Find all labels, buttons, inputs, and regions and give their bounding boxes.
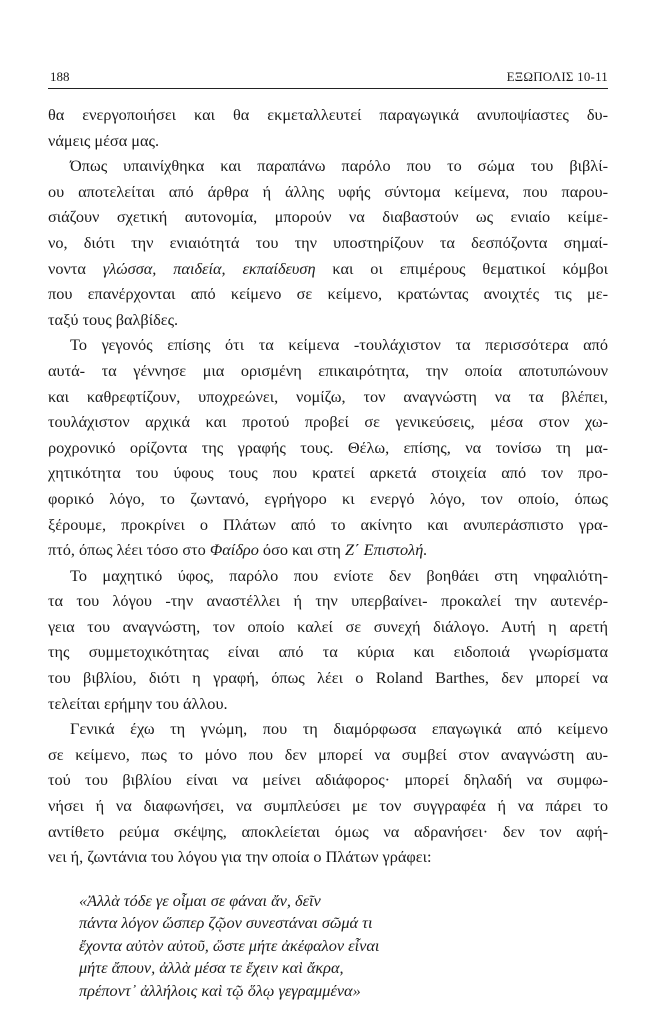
text-line: γεια του αναγνώστη, τον οποίο καλεί σε συνεχή διάλογο. Αυτή η αρετή xyxy=(48,616,608,636)
text-line: Το γεγονός επίσης ότι τα κείμενα -τουλάχιστον τα περισσότερα από xyxy=(70,335,608,355)
paragraph xyxy=(48,332,608,562)
text-line: φορικό λόγο, το ζωντανό, εγρήγορο κι ενεργό λόγο, τον οποίο, όπως xyxy=(48,488,608,508)
page-number: 188 xyxy=(50,69,70,84)
paragraph xyxy=(48,563,608,717)
text-line: ου αποτελείται από άρθρα ή άλλης υφής σύντομα κείμενα, που παρου- xyxy=(48,181,608,201)
italic-term: γλώσσα, παιδεία, εκπαίδευση xyxy=(102,258,316,278)
text-line: Γενικά έχω τη γνώμη, που τη διαμόρφωσα επαγωγικά από κείμενο xyxy=(70,719,608,739)
text-line: Το μαχητικό ύφος, παρόλο που ενίοτε δεν βοηθάει στη νηφαλιότη- xyxy=(70,565,608,585)
italic-term: Φαίδρο xyxy=(209,540,259,560)
book-page xyxy=(48,66,608,1002)
text-line: χητικότητα του ύφους τους που κρατεί αρκετά στοιχεία από τον προ- xyxy=(48,463,608,483)
text-line: που επανέρχονται από κείμενο σε κείμενο, κρατώντας ανοιχτές τις με- xyxy=(48,284,608,304)
quote-line: πρέποντ᾽ ἀλλήλοις καὶ τῷ ὅλῳ γεγραμμένα» xyxy=(79,980,361,1000)
text-line: θα ενεργοποιήσει και θα εκμεταλλευτεί παραγωγικά ανυποψίαστες δυ- xyxy=(48,105,608,124)
body-text xyxy=(48,102,608,870)
text-line: τού του βιβλίου είναι να μείνει αδιάφορος· μπορεί δηλαδή να συμφω- xyxy=(48,770,608,790)
text-line: σιάζουν σχετική αυτονομία, μπορούν να διαβαστούν ως ενιαίο κείμε- xyxy=(48,207,608,227)
text-line: νήσει ή να διαφωνήσει, να συμπλεύσει με τον συγγραφέα ή να πάρει το xyxy=(48,796,608,816)
text-line: του βιβλίου, διότι η γραφή, όπως λέει ο Roland Barthes, δεν μπορεί να xyxy=(48,668,608,688)
greek-quotation xyxy=(79,890,608,1003)
paragraph xyxy=(48,102,608,153)
text-line: νο, διότι την ενιαιότητά του την υποστηρίζουν τα δεσπόζοντα σημαί- xyxy=(48,232,608,252)
text-line: νει ή, ζωντάνια του λόγου για την οποία ο Πλάτων γράφει: xyxy=(48,847,432,867)
paragraph xyxy=(48,716,608,870)
quote-line: μήτε ἄπουν, ἀλλὰ μέσα τε ἔχειν καὶ ἄκρα, xyxy=(79,958,344,978)
text-line: τα του λόγου -την αναστέλλει ή την υπερβαίνει- προκαλεί την αυτενέρ- xyxy=(48,591,608,611)
text-line: αντίθετο ρεύμα σκέψης, αποκλείεται όμως να αδρανήσει· δεν τον αφή- xyxy=(48,821,608,841)
text-line: Όπως υπαινίχθηκα και παραπάνω παρόλο που το σώμα του βιβλί- xyxy=(70,156,608,176)
quote-line: ἔχοντα αὐτὸν αὐτοῦ, ὥστε μήτε ἀκέφαλον εἶναι xyxy=(79,935,380,955)
text-line: ταξύ τους βαλβίδες. xyxy=(48,309,179,329)
quote-line: πάντα λόγον ὥσπερ ζῷον συνεστάναι σῶμά τι xyxy=(79,913,373,933)
text-line: νοντα γλώσσα, παιδεία, εκπαίδευση και οι επιμέρους θεματικοί κόμβοι xyxy=(48,258,609,278)
text-line: αυτά- τα γέννησε μια ορισμένη επικαιρότητα, την οποία αποτυπώνουν xyxy=(48,360,608,380)
italic-term: Ζ΄ Επιστολή. xyxy=(345,540,428,560)
text-line: και καθρεφτίζουν, υποχρεώνει, νομίζω, τον αναγνώστη να τα βλέπει, xyxy=(48,386,608,406)
text-line: ροχρονικό ορίζοντα της γραφής τους. Θέλω, επίσης, να τονίσω τη μα- xyxy=(48,437,608,457)
text-line: της συμμετοχικότητας είναι από τα κύρια και ειδοποιά γνωρίσματα xyxy=(48,642,608,662)
text-line: τουλάχιστον αρχικά και προτού προβεί σε γενικεύσεις, μέσα στον χω- xyxy=(48,412,608,432)
paragraph xyxy=(48,153,608,332)
text-line: νάμεις μέσα μας. xyxy=(48,130,160,150)
text-line: πτό, όπως λέει τόσο στο Φαίδρο όσο και στη Ζ΄ Επιστολή. xyxy=(48,540,428,560)
text-line: ξέρουμε, προκρίνει ο Πλάτων από το ακίνητο και ανυπεράσπιστο γρα- xyxy=(48,514,608,534)
text-line: τελείται ερήμην του άλλου. xyxy=(48,693,228,713)
running-title: ΕΞΩΠΟΛΙΣ 10-11 xyxy=(506,69,608,84)
page-header xyxy=(48,66,608,89)
quote-line: «Ἀλλὰ τόδε γε οἶμαι σε φάναι ἄν, δεῖν xyxy=(79,890,321,910)
text-line: σε κείμενο, πως το μόνο που δεν μπορεί να συμβεί στον αναγνώστη αυ- xyxy=(48,744,608,764)
